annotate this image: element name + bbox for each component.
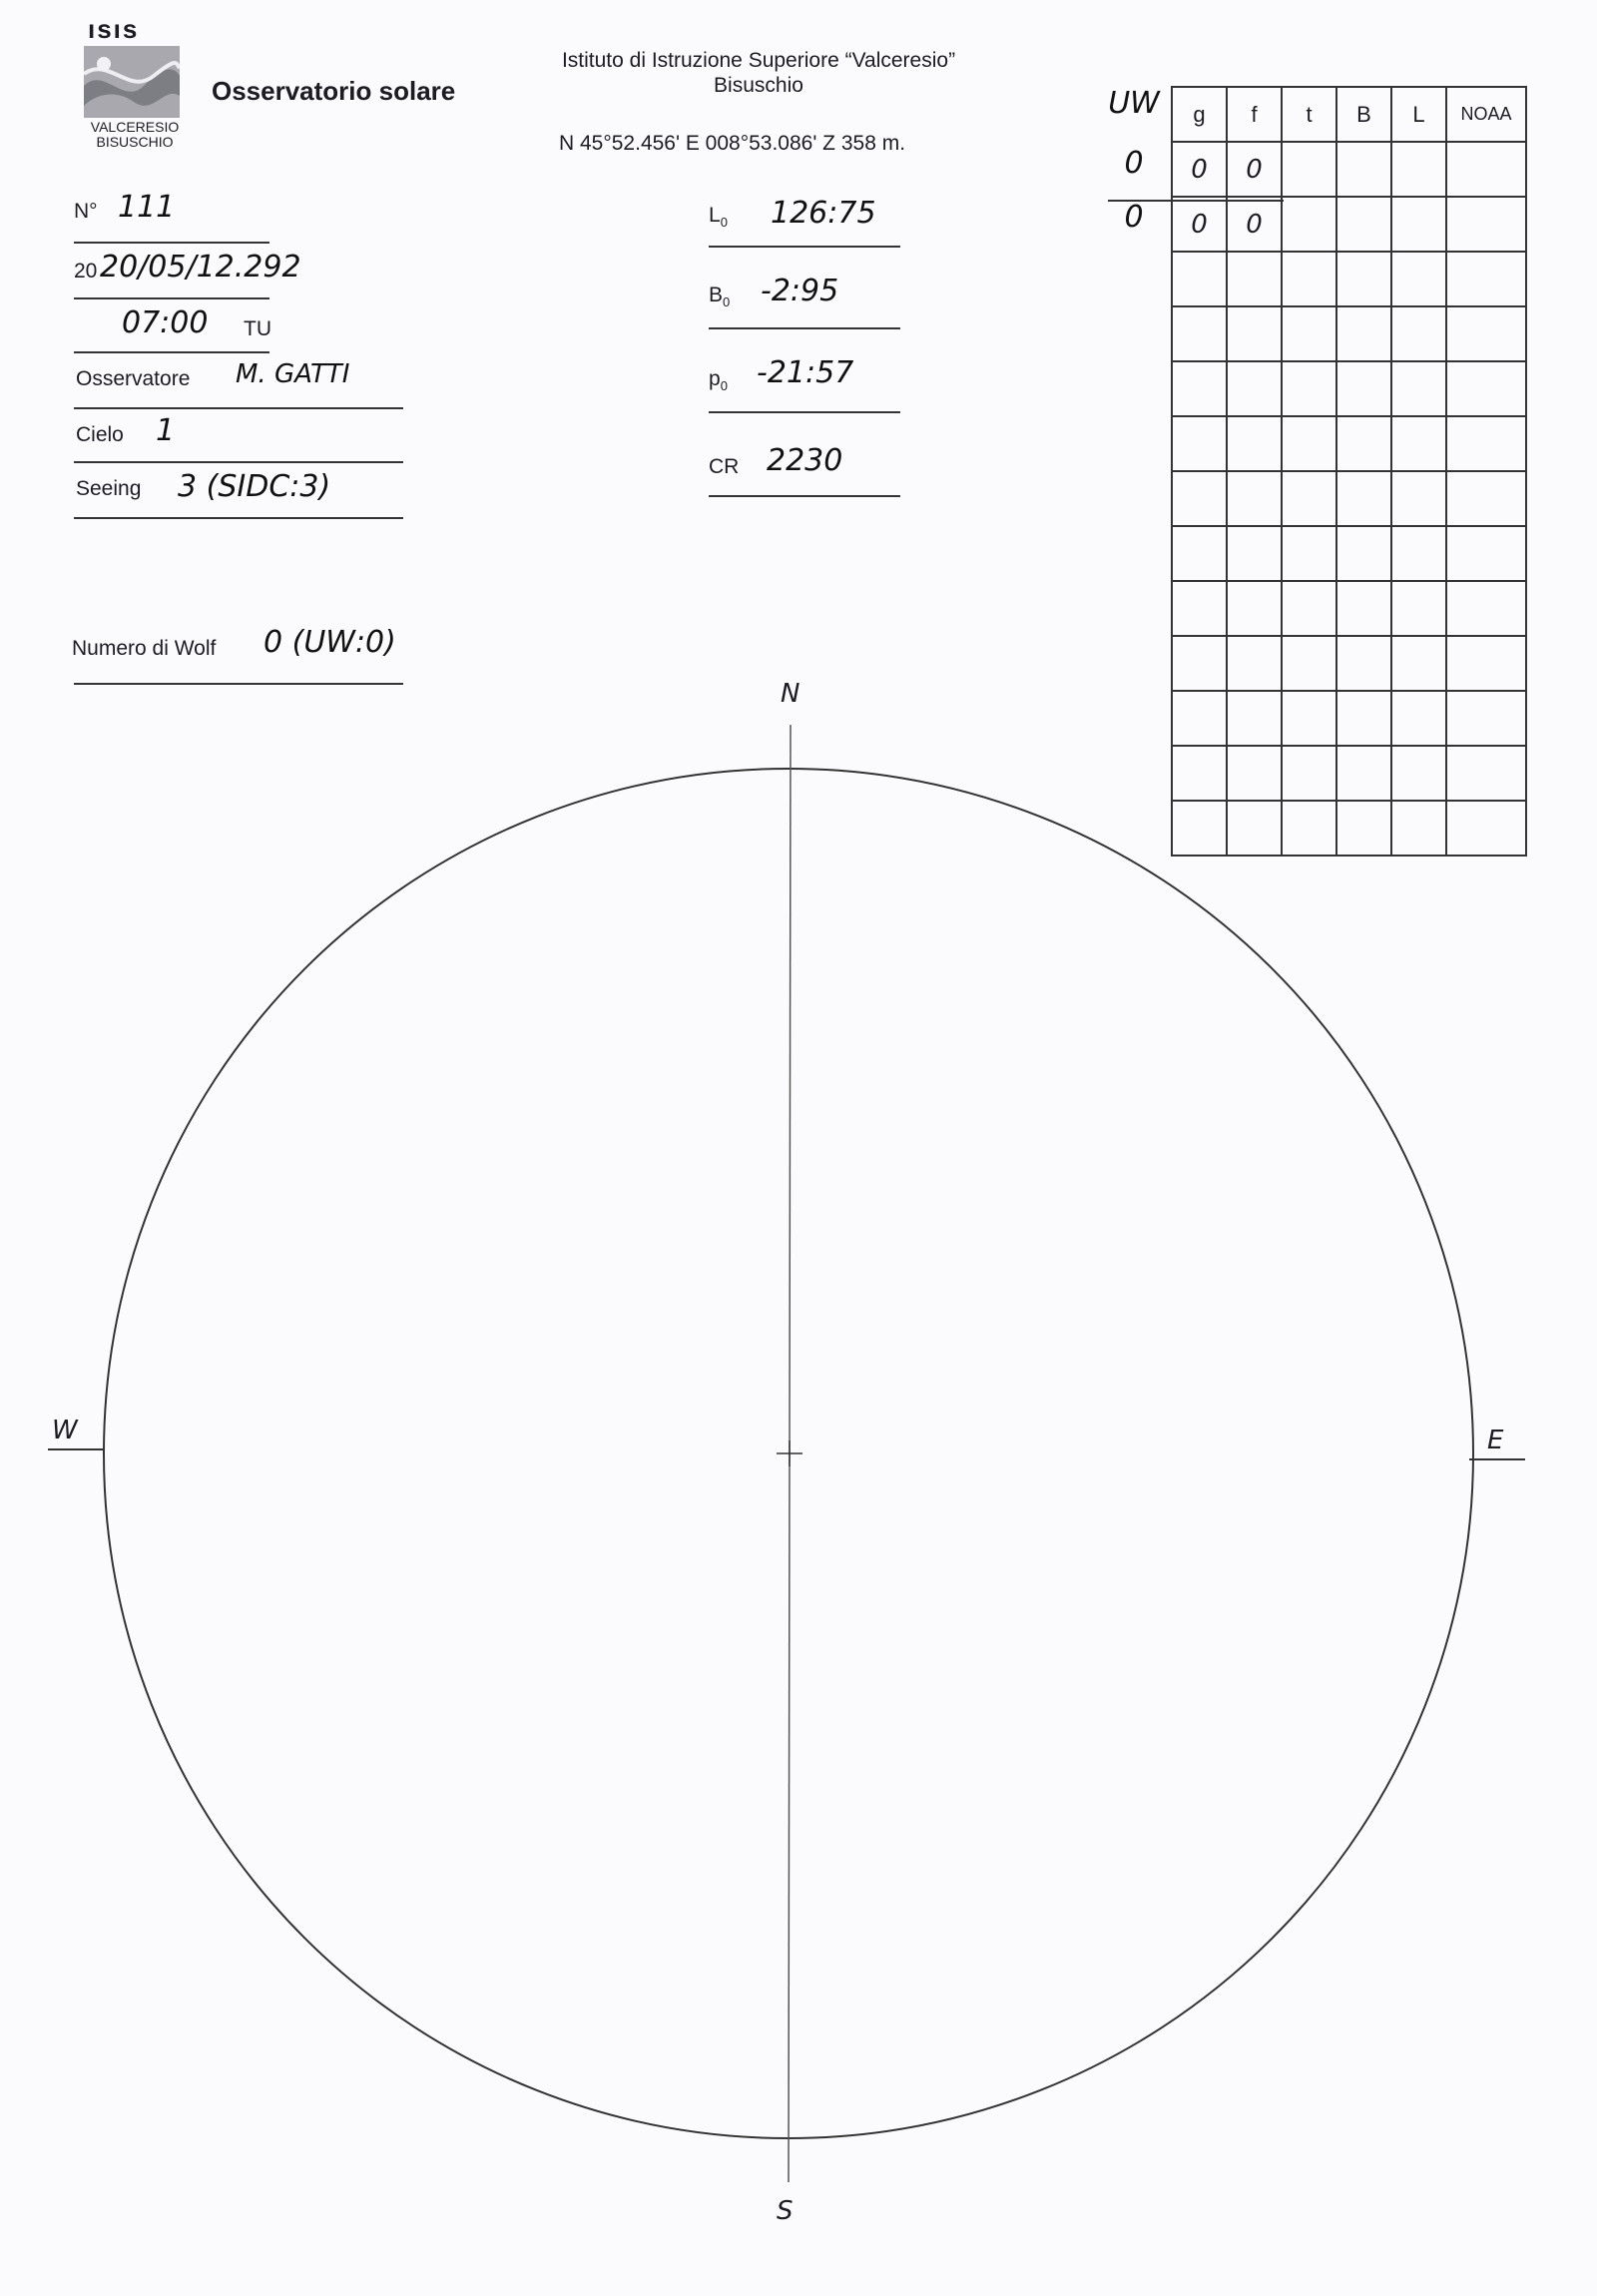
l0-sub: 0 [720, 215, 728, 231]
institute-line1: Istituto di Istruzione Superiore “Valceresio” [561, 49, 956, 72]
uw-header: UW [1108, 86, 1160, 121]
seeing-label: Seeing [76, 477, 142, 500]
cr-label: CR [709, 455, 740, 478]
p0-value: -21:57 [757, 355, 854, 390]
uw-row1: 0 [1124, 146, 1144, 181]
cell-f: 0 [1227, 142, 1282, 197]
time-suffix: TU [244, 317, 271, 340]
sky-value: 1 [156, 413, 176, 448]
logo-mark-text: ısıs [88, 14, 140, 44]
cell-g: 0 [1172, 142, 1227, 197]
col-b: B [1336, 87, 1391, 142]
number-value: 111 [118, 190, 176, 225]
uw-row2: 0 [1124, 200, 1144, 235]
date-prefix: 20 [74, 260, 98, 283]
south-label: S [777, 2196, 794, 2226]
col-f: f [1227, 87, 1282, 142]
observer-label: Osservatore [76, 367, 191, 390]
logo-caption-line2: BISUSCHIO [96, 134, 174, 150]
b0-sub: 0 [723, 294, 731, 310]
cell-g: 0 [1172, 197, 1227, 252]
page-title: Osservatorio solare [212, 76, 456, 106]
l0-value: 126:75 [771, 196, 876, 231]
number-label: N° [74, 200, 98, 223]
east-label: E [1487, 1426, 1504, 1455]
cr-value: 2230 [767, 443, 843, 478]
b0-value: -2:95 [761, 274, 839, 308]
col-g: g [1172, 87, 1227, 142]
l0-letter: L [709, 204, 721, 227]
seeing-value: 3 (SIDC:3) [178, 469, 331, 504]
b0-letter: B [709, 284, 724, 306]
sky-label: Cielo [76, 423, 124, 446]
col-l: L [1391, 87, 1446, 142]
p0-sub: 0 [720, 378, 728, 394]
cell-f: 0 [1227, 197, 1282, 252]
time-value: 07:00 [122, 305, 209, 340]
col-t: t [1282, 87, 1336, 142]
logo-caption-line1: VALCERESIO [90, 119, 180, 135]
north-label: N [781, 679, 800, 709]
col-noaa: NOAA [1446, 87, 1526, 142]
wolf-value: 0 (UW:0) [264, 625, 396, 660]
observer-value: M. GATTI [236, 359, 350, 389]
site-coordinates: N 45°52.456' E 008°53.086' Z 358 m. [559, 132, 906, 155]
institute-line2: Bisuschio [714, 74, 803, 97]
wolf-label: Numero di Wolf [72, 637, 217, 660]
p0-letter: p [709, 367, 721, 390]
west-label: W [52, 1416, 78, 1445]
date-value: 20/05/12.292 [100, 250, 301, 285]
